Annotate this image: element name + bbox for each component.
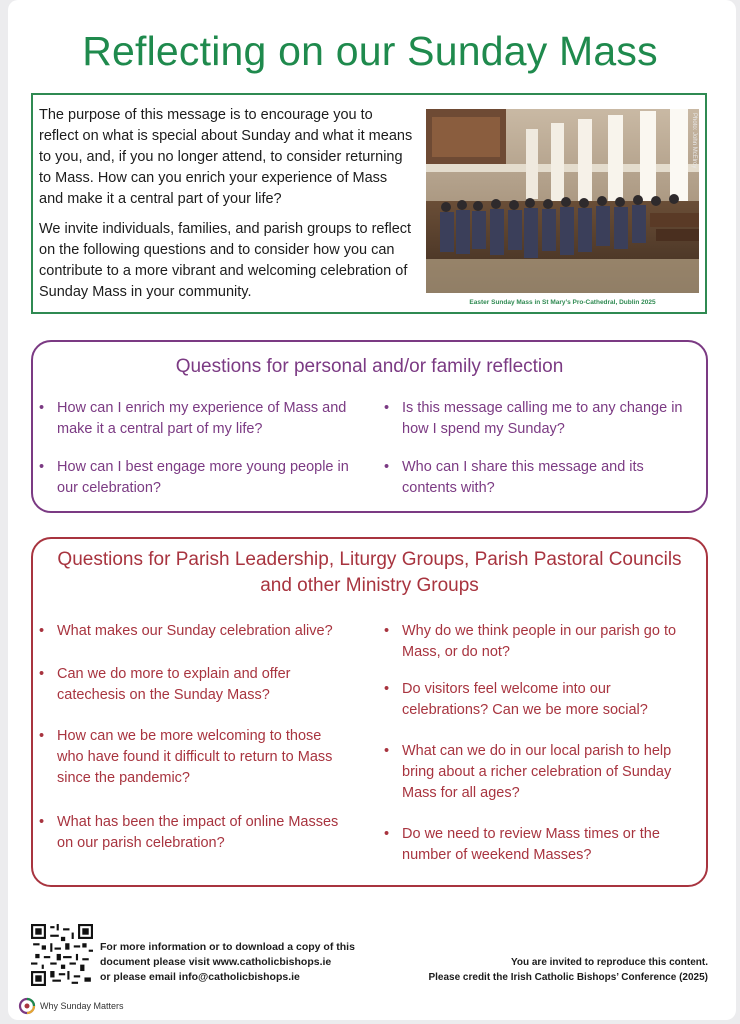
intro-box [31, 93, 707, 314]
list-item: • Is this message calling me to any change in how I spend my Sunday? [384, 398, 702, 440]
footer-info-line-2: document please visit www.catholicbishops.ie [100, 956, 332, 968]
list-item: • Do visitors feel welcome into our celebrations? Can we be more social? [384, 679, 674, 721]
photo-credit: Photo: John McElroy [691, 113, 697, 169]
intro-text [39, 105, 413, 312]
list-item: • What makes our Sunday celebration alive? [39, 621, 369, 642]
footer-info-line-1: For more information or to download a copy of this [100, 941, 355, 953]
parish-questions-box [31, 537, 708, 887]
list-item: • Can we do more to explain and offer catechesis on the Sunday Mass? [39, 664, 329, 706]
list-item: • How can I best engage more young people in our celebration? [39, 457, 349, 499]
list-item: • Do we need to review Mass times or the number of weekend Masses? [384, 824, 694, 866]
mass-photo [426, 109, 699, 293]
parish-questions-title [33, 547, 706, 599]
logo-text: Why Sunday Matters [40, 1001, 124, 1011]
parish-title-line-2: and other Ministry Groups [260, 575, 479, 596]
list-item: • What has been the impact of online Masses on our parish celebration? [39, 812, 357, 854]
footer-info-line-3: or please email info@catholicbishops.ie [100, 971, 300, 983]
reproduce-line-1: You are invited to reproduce this content. [510, 957, 708, 968]
list-item: • How can I enrich my experience of Mass and make it a central part of my life? [39, 398, 349, 440]
page-title: Reflecting on our Sunday Mass [82, 28, 658, 74]
list-item: • How can we be more welcoming to those who have found it difficult to return to Mass since the pandemic? [39, 726, 349, 789]
intro-paragraph-1: The purpose of this message is to encourage you to reflect on what is special about Sunday and what it means to you, and, if you no longer attend, to consider returning to Mass. How can you enrich your experience of Mass and make it a central part of your life? [39, 107, 413, 207]
reproduce-notice [428, 955, 708, 985]
personal-questions-box [31, 340, 708, 513]
parish-title-line-1: Questions for Parish Leadership, Liturgy Groups, Parish Pastoral Councils [57, 549, 682, 570]
reproduce-line-2: Please credit the Irish Catholic Bishops’ Conference (2025) [428, 972, 708, 983]
personal-questions-title: Questions for personal and/or family reflection [175, 356, 564, 377]
photo-caption: Easter Sunday Mass in St Mary’s Pro-Cathedral, Dublin 2025 [469, 299, 656, 306]
list-item: • What can we do in our local parish to help bring about a richer celebration of Sunday Mass for all ages? [384, 741, 702, 804]
church-interior-illustration [426, 109, 699, 293]
footer-info [100, 940, 355, 985]
why-sunday-matters-logo-icon [18, 997, 36, 1015]
qr-code-icon[interactable] [31, 924, 93, 986]
list-item: • Who can I share this message and its contents with? [384, 457, 702, 499]
intro-paragraph-2: We invite individuals, families, and parish groups to reflect on the following questions and to consider how you can contribute to a more vibrant and welcoming celebration of Sunday Mass in your community. [39, 221, 412, 300]
list-item: • Why do we think people in our parish go to Mass, or do not? [384, 621, 702, 663]
